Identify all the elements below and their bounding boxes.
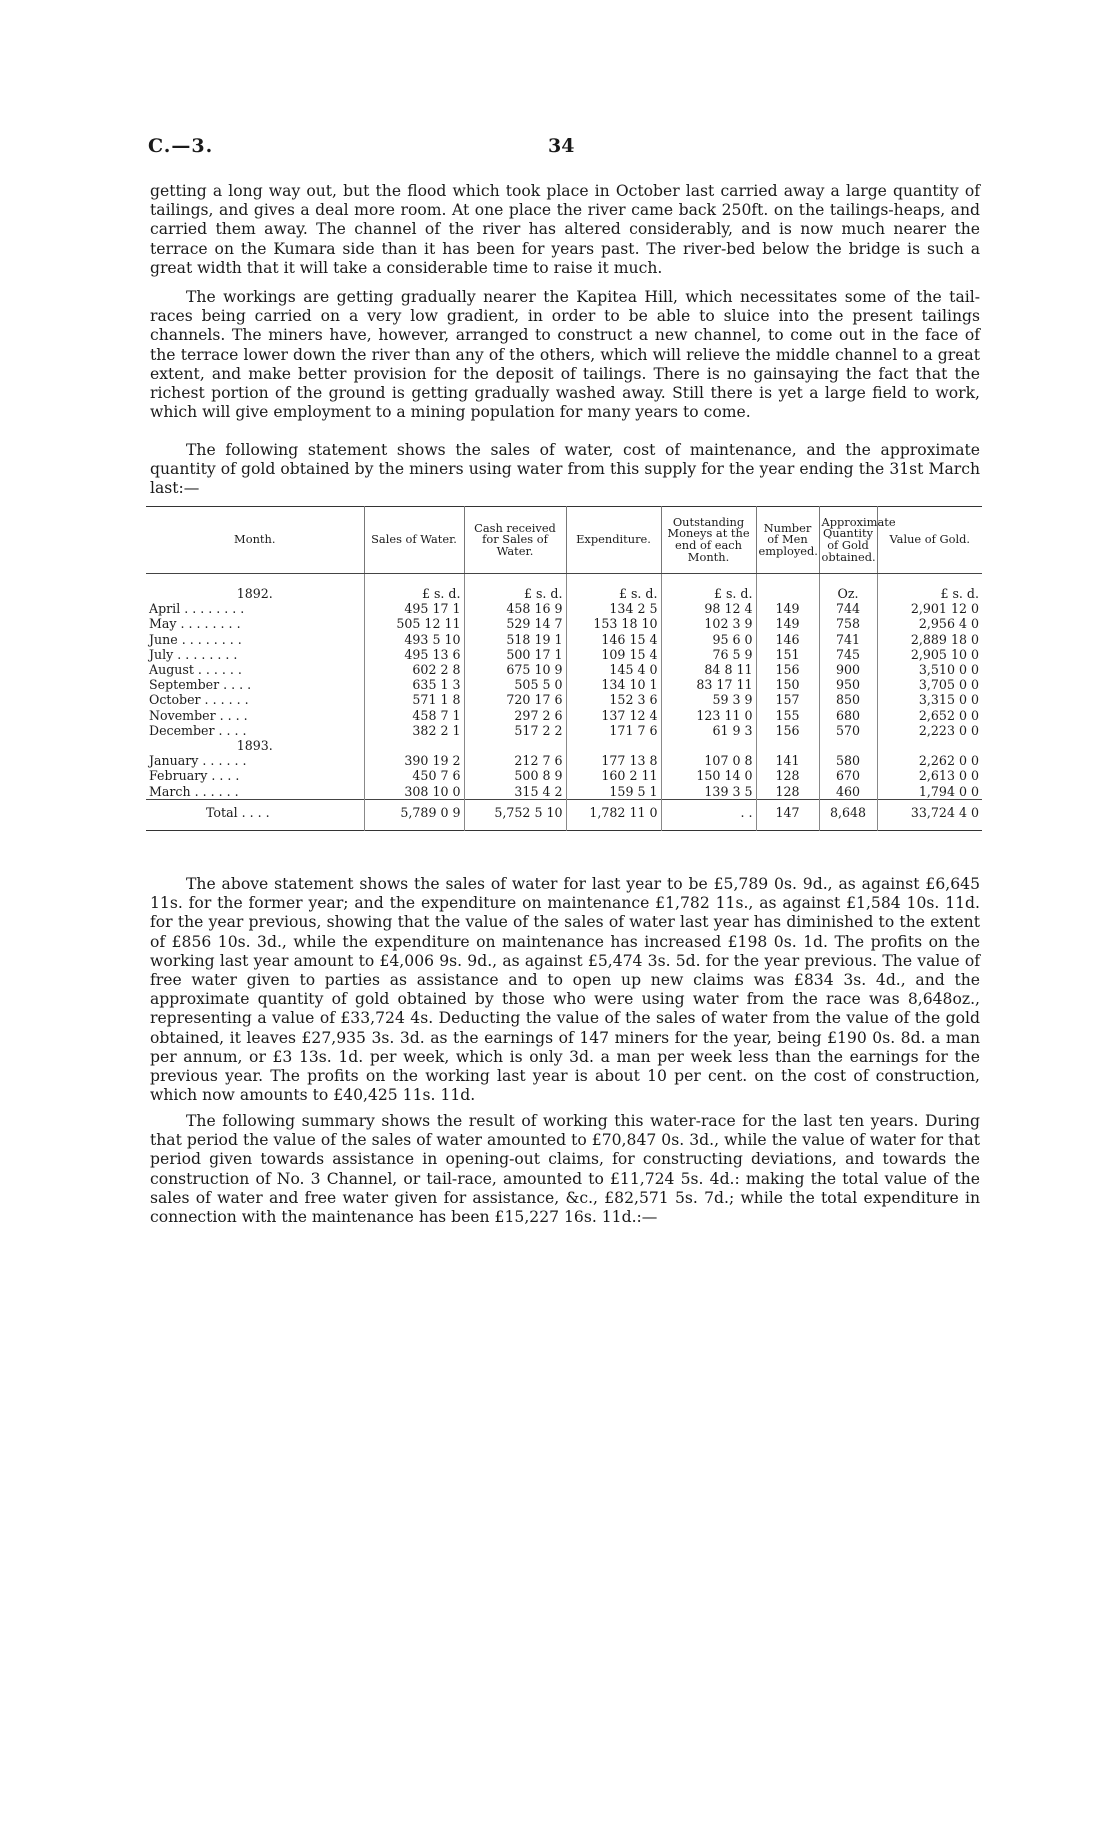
cell-cash: 529 14 7 xyxy=(464,616,566,631)
cell-month: March . . . . . . xyxy=(149,783,239,799)
cell-expenditure: 146 15 4 xyxy=(566,632,661,647)
cell-gold-oz: 950 xyxy=(819,677,877,692)
cell-gold-value: 2,901 12 0 xyxy=(877,601,982,616)
cell-sales: 5,789 0 9 xyxy=(364,799,464,830)
cell-expenditure: 134 2 5 xyxy=(566,601,661,616)
paragraph-statement-intro: The following statement shows the sales of water, cost of maintenance, and the approximate quantity of gold obtained by the miners using water from this supply for the year ending the 31st March last:— xyxy=(150,441,980,498)
header-men: Number of Men employed. xyxy=(756,507,819,574)
cell-expenditure: 134 10 1 xyxy=(566,677,661,692)
table-row xyxy=(146,601,982,616)
cell-expenditure: 153 18 10 xyxy=(566,616,661,631)
cell-gold-oz: 741 xyxy=(819,632,877,647)
cell-men: 149 xyxy=(756,616,819,631)
cell-expenditure: 152 3 6 xyxy=(566,692,661,707)
cell-men: 146 xyxy=(756,632,819,647)
cell-expenditure: 160 2 11 xyxy=(566,768,661,783)
cell-outstanding: 98 12 4 xyxy=(661,601,756,616)
cell-gold-value: 3,510 0 0 xyxy=(877,662,982,677)
cell-outstanding: 84 8 11 xyxy=(661,662,756,677)
water-sales-table-wrapper xyxy=(146,506,982,831)
cell-men: 157 xyxy=(756,692,819,707)
cell-men: 155 xyxy=(756,708,819,723)
cell-outstanding: . . xyxy=(661,799,756,830)
cell-gold-oz: 8,648 xyxy=(819,799,877,830)
table-header-row xyxy=(146,507,982,574)
cell-outstanding: 150 14 0 xyxy=(661,768,756,783)
cell-sales: 602 2 8 xyxy=(364,662,464,677)
cell-cash: 517 2 2 xyxy=(464,723,566,738)
cell-gold-oz: 745 xyxy=(819,647,877,662)
unit-label: £ s. d. xyxy=(464,574,566,602)
cell-gold-oz: 744 xyxy=(819,601,877,616)
table-row xyxy=(146,677,982,692)
cell-sales: 505 12 11 xyxy=(364,616,464,631)
header-outstanding: Outstanding Moneys at the end of each Month. xyxy=(661,507,756,574)
document-code: C.—3. xyxy=(148,135,214,157)
page-header xyxy=(148,135,978,165)
cell-expenditure: 159 5 1 xyxy=(566,784,661,800)
cell-outstanding: 107 0 8 xyxy=(661,753,756,768)
cell-gold-oz: 900 xyxy=(819,662,877,677)
units-row xyxy=(146,574,982,602)
paragraph-river-flood: getting a long way out, but the flood which took place in October last carried away a large quantity of tailings, and gives a deal more room. At one place the river came back 250ft. on the tailings-heaps, and carried them away. The channel of the river has altered considerably, and is now much nearer the terrace on the Kumara side than it has been for years past. The river-bed below the bridge is such a great width that it will take a considerable time to raise it much. xyxy=(150,182,980,277)
cell-sales: 635 1 3 xyxy=(364,677,464,692)
cell-outstanding: 61 9 3 xyxy=(661,723,756,738)
table-row xyxy=(146,753,982,768)
cell-month: April . . . . . . . . xyxy=(149,601,245,617)
header-month: Month. xyxy=(146,507,364,574)
cell-gold-value: 2,223 0 0 xyxy=(877,723,982,738)
total-row xyxy=(146,799,982,830)
cell-gold-oz: 850 xyxy=(819,692,877,707)
cell-month: June . . . . . . . . xyxy=(149,631,242,647)
cell-expenditure: 1,782 11 0 xyxy=(566,799,661,830)
cell-cash: 720 17 6 xyxy=(464,692,566,707)
cell-men: 149 xyxy=(756,601,819,616)
header-cash: Cash received for Sales of Water. xyxy=(464,507,566,574)
cell-month: February . . . . xyxy=(149,768,240,784)
cell-outstanding: 139 3 5 xyxy=(661,784,756,800)
cell-month: January . . . . . . xyxy=(149,753,247,769)
unit-label: £ s. d. xyxy=(661,574,756,602)
cell-sales: 308 10 0 xyxy=(364,784,464,800)
cell-cash: 500 8 9 xyxy=(464,768,566,783)
cell-outstanding: 102 3 9 xyxy=(661,616,756,631)
table-row xyxy=(146,768,982,783)
cell-men: 150 xyxy=(756,677,819,692)
cell-outstanding: 59 3 9 xyxy=(661,692,756,707)
paragraph-statement-summary: The above statement shows the sales of water for last year to be £5,789 0s. 9d., as against £6,645 11s. for the former year; and the expenditure on maintenance £1,782 11s., as against £1,584 10s. 11d. for the year previous, showing that the value of the sales of water last year has diminished to the extent of £856 10s. 3d., while the expenditure on maintenance has increased £198 0s. 1d. The profits on the working last year amount to £4,006 9s. 9d., as against £5,474 3s. 5d. for the year previous. The value of free water given to parties as assistance and to open up new claims was £834 3s. 4d., and the approximate quantity of gold obtained by those who were using water from the race was 8,648oz., representing a value of £33,724 4s. Deducting the value of the sales of water from the value of the gold obtained, it leaves £27,935 3s. 3d. as the earnings of 147 miners for the year, being £190 0s. 8d. a man per annum, or £3 13s. 1d. per week, which is only 3d. a man per week less than the earnings for the previous year. The profits on the working last year is about 10 per cent. on the cost of construction, which now amounts to £40,425 11s. 11d. xyxy=(150,875,980,1105)
cell-sales: 493 5 10 xyxy=(364,632,464,647)
cell-expenditure: 109 15 4 xyxy=(566,647,661,662)
header-sales: Sales of Water. xyxy=(364,507,464,574)
paragraph-workings: The workings are getting gradually nearer the Kapitea Hill, which necessitates some of the tail-races being carried on a very low gradient, in order to be able to sluice into the present tailings channels. The miners have, however, arranged to construct a new channel, to come out in the face of the terrace lower down the river than any of the others, which will relieve the middle channel to a great extent, and make better provision for the deposit of tailings. There is no gainsaying the fact that the richest portion of the ground is getting gradually washed away. Still there is yet a large field to work, which will give employment to a mining population for many years to come. xyxy=(150,288,980,422)
cell-cash: 212 7 6 xyxy=(464,753,566,768)
paragraph-ten-year-summary: The following summary shows the result of working this water-race for the last ten years. During that period the value of the sales of water amounted to £70,847 0s. 3d., while the value of water for that period given towards assistance in opening-out claims, for constructing deviations, and towards the construction of No. 3 Channel, or tail-race, amounted to £11,724 5s. 4d.: making the total value of the sales of water and free water given for assistance, &c., £82,571 5s. 7d.; while the total expenditure in connection with the maintenance has been £15,227 16s. 11d.:— xyxy=(150,1112,980,1227)
table-row xyxy=(146,632,982,647)
year-label: 1893. xyxy=(236,738,273,754)
cell-men: 128 xyxy=(756,784,819,800)
cell-gold-value: 2,956 4 0 xyxy=(877,616,982,631)
table-row xyxy=(146,723,982,738)
cell-gold-value: 2,889 18 0 xyxy=(877,632,982,647)
cell-men: 147 xyxy=(756,799,819,830)
cell-sales: 458 7 1 xyxy=(364,708,464,723)
table-row xyxy=(146,708,982,723)
cell-gold-oz: 680 xyxy=(819,708,877,723)
cell-sales: 450 7 6 xyxy=(364,768,464,783)
cell-outstanding: 76 5 9 xyxy=(661,647,756,662)
cell-cash: 5,752 5 10 xyxy=(464,799,566,830)
table-row xyxy=(146,616,982,631)
cell-outstanding: 123 11 0 xyxy=(661,708,756,723)
cell-men: 141 xyxy=(756,753,819,768)
cell-gold-value: 1,794 0 0 xyxy=(877,784,982,800)
cell-month: September . . . . xyxy=(149,677,252,693)
cell-month: Total . . . . xyxy=(146,799,364,830)
cell-cash: 297 2 6 xyxy=(464,708,566,723)
cell-gold-value: 3,315 0 0 xyxy=(877,692,982,707)
cell-gold-value: 33,724 4 0 xyxy=(877,799,982,830)
cell-gold-value: 3,705 0 0 xyxy=(877,677,982,692)
cell-outstanding: 95 6 0 xyxy=(661,632,756,647)
cell-gold-value: 2,652 0 0 xyxy=(877,708,982,723)
cell-cash: 518 19 1 xyxy=(464,632,566,647)
cell-men: 156 xyxy=(756,662,819,677)
unit-label: Oz. xyxy=(819,574,877,602)
table-row xyxy=(146,662,982,677)
cell-men: 151 xyxy=(756,647,819,662)
header-gold-value: Value of Gold. xyxy=(877,507,982,574)
table-row xyxy=(146,692,982,707)
cell-expenditure: 145 4 0 xyxy=(566,662,661,677)
cell-cash: 315 4 2 xyxy=(464,784,566,800)
cell-gold-oz: 670 xyxy=(819,768,877,783)
cell-month: May . . . . . . . . xyxy=(149,616,241,632)
table-row xyxy=(146,784,982,800)
cell-sales: 382 2 1 xyxy=(364,723,464,738)
water-sales-table xyxy=(146,506,982,831)
cell-gold-oz: 758 xyxy=(819,616,877,631)
cell-gold-value: 2,905 10 0 xyxy=(877,647,982,662)
cell-month: October . . . . . . xyxy=(149,692,249,708)
cell-sales: 571 1 8 xyxy=(364,692,464,707)
cell-sales: 495 17 1 xyxy=(364,601,464,616)
cell-expenditure: 171 7 6 xyxy=(566,723,661,738)
unit-label: £ s. d. xyxy=(566,574,661,602)
unit-label: £ s. d. xyxy=(364,574,464,602)
cell-month: July . . . . . . . . xyxy=(149,646,238,662)
cell-gold-oz: 570 xyxy=(819,723,877,738)
cell-sales: 495 13 6 xyxy=(364,647,464,662)
year-row xyxy=(146,738,982,753)
cell-men: 128 xyxy=(756,768,819,783)
cell-outstanding: 83 17 11 xyxy=(661,677,756,692)
cell-gold-value: 2,613 0 0 xyxy=(877,768,982,783)
cell-cash: 500 17 1 xyxy=(464,647,566,662)
year-label: 1892. xyxy=(236,586,273,601)
cell-month: December . . . . xyxy=(149,722,247,738)
header-gold-qty: Approximate Quantity of Gold obtained. xyxy=(819,507,877,574)
cell-month: November . . . . xyxy=(149,707,248,723)
cell-expenditure: 177 13 8 xyxy=(566,753,661,768)
cell-gold-value: 2,262 0 0 xyxy=(877,753,982,768)
cell-gold-oz: 580 xyxy=(819,753,877,768)
cell-expenditure: 137 12 4 xyxy=(566,708,661,723)
cell-month: August . . . . . . xyxy=(149,662,242,678)
unit-label: £ s. d. xyxy=(877,574,982,602)
cell-cash: 458 16 9 xyxy=(464,601,566,616)
cell-gold-oz: 460 xyxy=(819,784,877,800)
page-number: 34 xyxy=(548,135,575,157)
cell-sales: 390 19 2 xyxy=(364,753,464,768)
table-row xyxy=(146,647,982,662)
cell-cash: 675 10 9 xyxy=(464,662,566,677)
header-expenditure: Expenditure. xyxy=(566,507,661,574)
cell-cash: 505 5 0 xyxy=(464,677,566,692)
cell-men: 156 xyxy=(756,723,819,738)
